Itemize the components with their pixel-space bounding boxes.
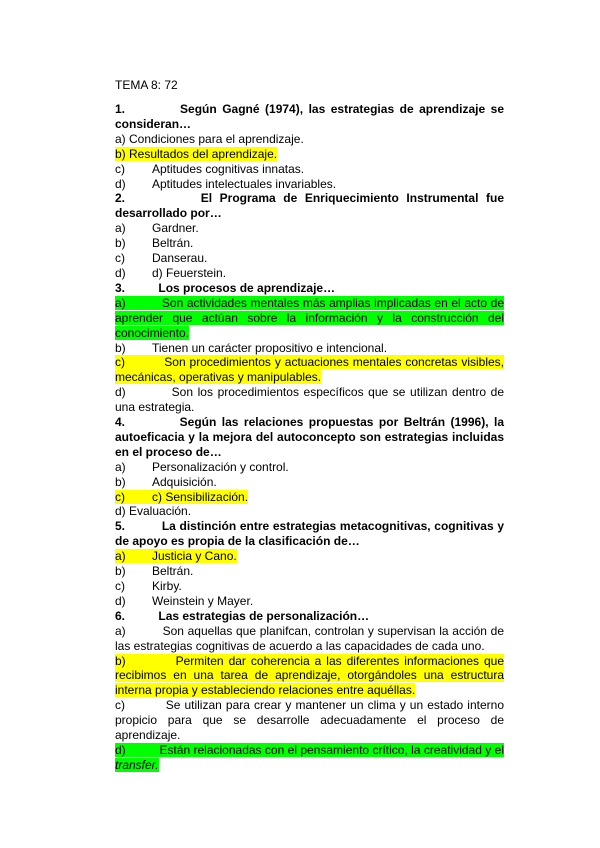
q2-option-c xyxy=(115,251,504,266)
option-text: c) Sensibilización. xyxy=(152,489,249,504)
option-text: Se utilizan para crear y mantener un clima y un estado interno propicio para que se desarrolle adecuadamente el proceso de aprendizaje. xyxy=(115,698,504,743)
option-label: b) xyxy=(115,236,126,251)
q2-option-a xyxy=(115,221,504,236)
question-number: 6. xyxy=(115,608,126,623)
option-text: Son aquellas que planifcan, controlan y supervisan la acción de las estrategias cognitivas de acuerdo a las capacidades de cada uno. xyxy=(115,623,504,653)
q6-option-d-highlight xyxy=(115,743,504,772)
option-label: c) xyxy=(115,251,125,266)
q3-option-c-highlight xyxy=(115,355,504,384)
q6-option-b-highlight xyxy=(115,654,504,698)
q6-option-b xyxy=(115,654,504,699)
q1-option-d xyxy=(115,177,504,192)
option-label: b) xyxy=(115,653,126,668)
option-label: c) xyxy=(115,579,125,593)
question-2 xyxy=(115,191,504,221)
option-text: d) Feuerstein. xyxy=(152,265,227,280)
option-text: Weinstein y Mayer. xyxy=(152,593,254,608)
q3-option-b xyxy=(115,341,504,356)
option-label: c) xyxy=(115,355,125,370)
question-number: 2. xyxy=(115,191,126,206)
q6-option-a xyxy=(115,624,504,654)
option-text: Son los procedimientos específicos que se utilizan dentro de una estrategia. xyxy=(115,385,504,415)
question-5 xyxy=(115,519,504,549)
q6-option-c xyxy=(115,698,504,743)
question-6 xyxy=(115,609,504,624)
option-label: c) xyxy=(115,489,125,504)
q1-option-a: a) Condiciones para el aprendizaje. xyxy=(115,131,304,146)
q4-option-a xyxy=(115,460,504,475)
q5-option-d xyxy=(115,594,504,609)
question-text: Según las relaciones propuestas por Beltrán (1996), la autoeficacia y la mejora del autoconcepto son estrategias incluidas en el proceso de… xyxy=(115,415,504,459)
question-number: 5. xyxy=(115,519,126,534)
option-text: Son actividades mentales más amplias implicadas en el acto de aprender que actúan sobre la información y la construcción del conocimiento. xyxy=(115,295,504,340)
option-text: Aptitudes cognitivas innatas. xyxy=(152,161,305,176)
document-title: TEMA 8: 72 xyxy=(115,78,178,92)
document-content xyxy=(115,78,504,773)
question-4 xyxy=(115,415,504,460)
option-label: d) xyxy=(115,385,126,400)
question-3 xyxy=(115,281,504,296)
option-text: Permiten dar coherencia a las diferentes informaciones que recibimos en una tarea de aprendizaje, otorgándoles una estructura interna propia y estableciendo relaciones entre aquéllas. xyxy=(115,653,505,698)
option-text: Gardner. xyxy=(152,221,199,236)
q1-option-b xyxy=(115,147,504,162)
option-text: Kirby. xyxy=(152,579,182,593)
q4-option-d: d) Evaluación. xyxy=(115,504,192,519)
question-number: 4. xyxy=(115,415,126,430)
option-text: Beltrán. xyxy=(152,564,194,579)
q3-option-c xyxy=(115,355,504,385)
option-text: Danserau. xyxy=(152,251,208,266)
q3-option-a-highlight xyxy=(115,296,504,340)
option-label: a) xyxy=(115,623,126,638)
option-label: b) xyxy=(115,564,126,579)
question-number: 3. xyxy=(115,280,126,295)
question-1 xyxy=(115,102,504,132)
option-label: d) xyxy=(115,593,126,608)
option-text: Tienen un carácter propositivo e intencional. xyxy=(152,340,388,355)
q3-option-d xyxy=(115,385,504,415)
option-text: Adquisición. xyxy=(152,474,217,489)
option-label: a) xyxy=(115,459,126,474)
question-text: El Programa de Enriquecimiento Instrumental fue desarrollado por… xyxy=(115,191,505,221)
q2-option-d xyxy=(115,266,504,281)
option-text: Están relacionadas con el pensamiento crítico, la creatividad y el xyxy=(159,742,505,757)
option-label: a) xyxy=(115,549,126,564)
q1-option-c xyxy=(115,162,504,177)
q3-option-a xyxy=(115,296,504,341)
q5-option-a xyxy=(115,549,504,564)
q2-option-b xyxy=(115,236,504,251)
option-label: d) xyxy=(115,176,126,191)
option-text: Justicia y Cano. xyxy=(152,549,237,564)
option-label: d) xyxy=(115,265,126,280)
option-label: a) xyxy=(115,221,126,236)
option-label: b) xyxy=(115,474,126,489)
q5-option-c xyxy=(115,579,504,594)
question-text: La distinción entre estrategias metacognitivas, cognitivas y de apoyo es propia de la clasificación de… xyxy=(115,519,504,549)
option-label: a) xyxy=(115,295,126,310)
q5-option-a-highlight xyxy=(115,549,237,563)
question-text: Las estrategias de personalización… xyxy=(158,608,370,623)
option-label: c) xyxy=(115,698,125,713)
option-text: Personalización y control. xyxy=(152,459,289,474)
option-label: b) xyxy=(115,340,126,355)
option-label: c) xyxy=(115,161,125,176)
q4-option-c xyxy=(115,490,504,505)
question-text: Los procesos de aprendizaje… xyxy=(158,280,336,295)
q4-option-c-highlight xyxy=(115,490,248,504)
q6-option-d xyxy=(115,743,504,773)
option-text: Beltrán. xyxy=(152,236,194,251)
option-italic-text: transfer. xyxy=(115,757,159,772)
q4-option-b xyxy=(115,475,504,490)
option-label: d) xyxy=(115,742,126,757)
question-number: 1. xyxy=(115,102,126,116)
q5-option-b xyxy=(115,564,504,579)
option-text: Aptitudes intelectuales invariables. xyxy=(152,176,337,191)
question-text: Según Gagné (1974), las estrategias de aprendizaje se consideran… xyxy=(115,102,504,131)
q1-option-b-highlight: b) Resultados del aprendizaje. xyxy=(115,146,278,161)
option-text: Son procedimientos y actuaciones mentales concretas visibles, mecánicas, operativas y manipulables. xyxy=(115,355,505,385)
